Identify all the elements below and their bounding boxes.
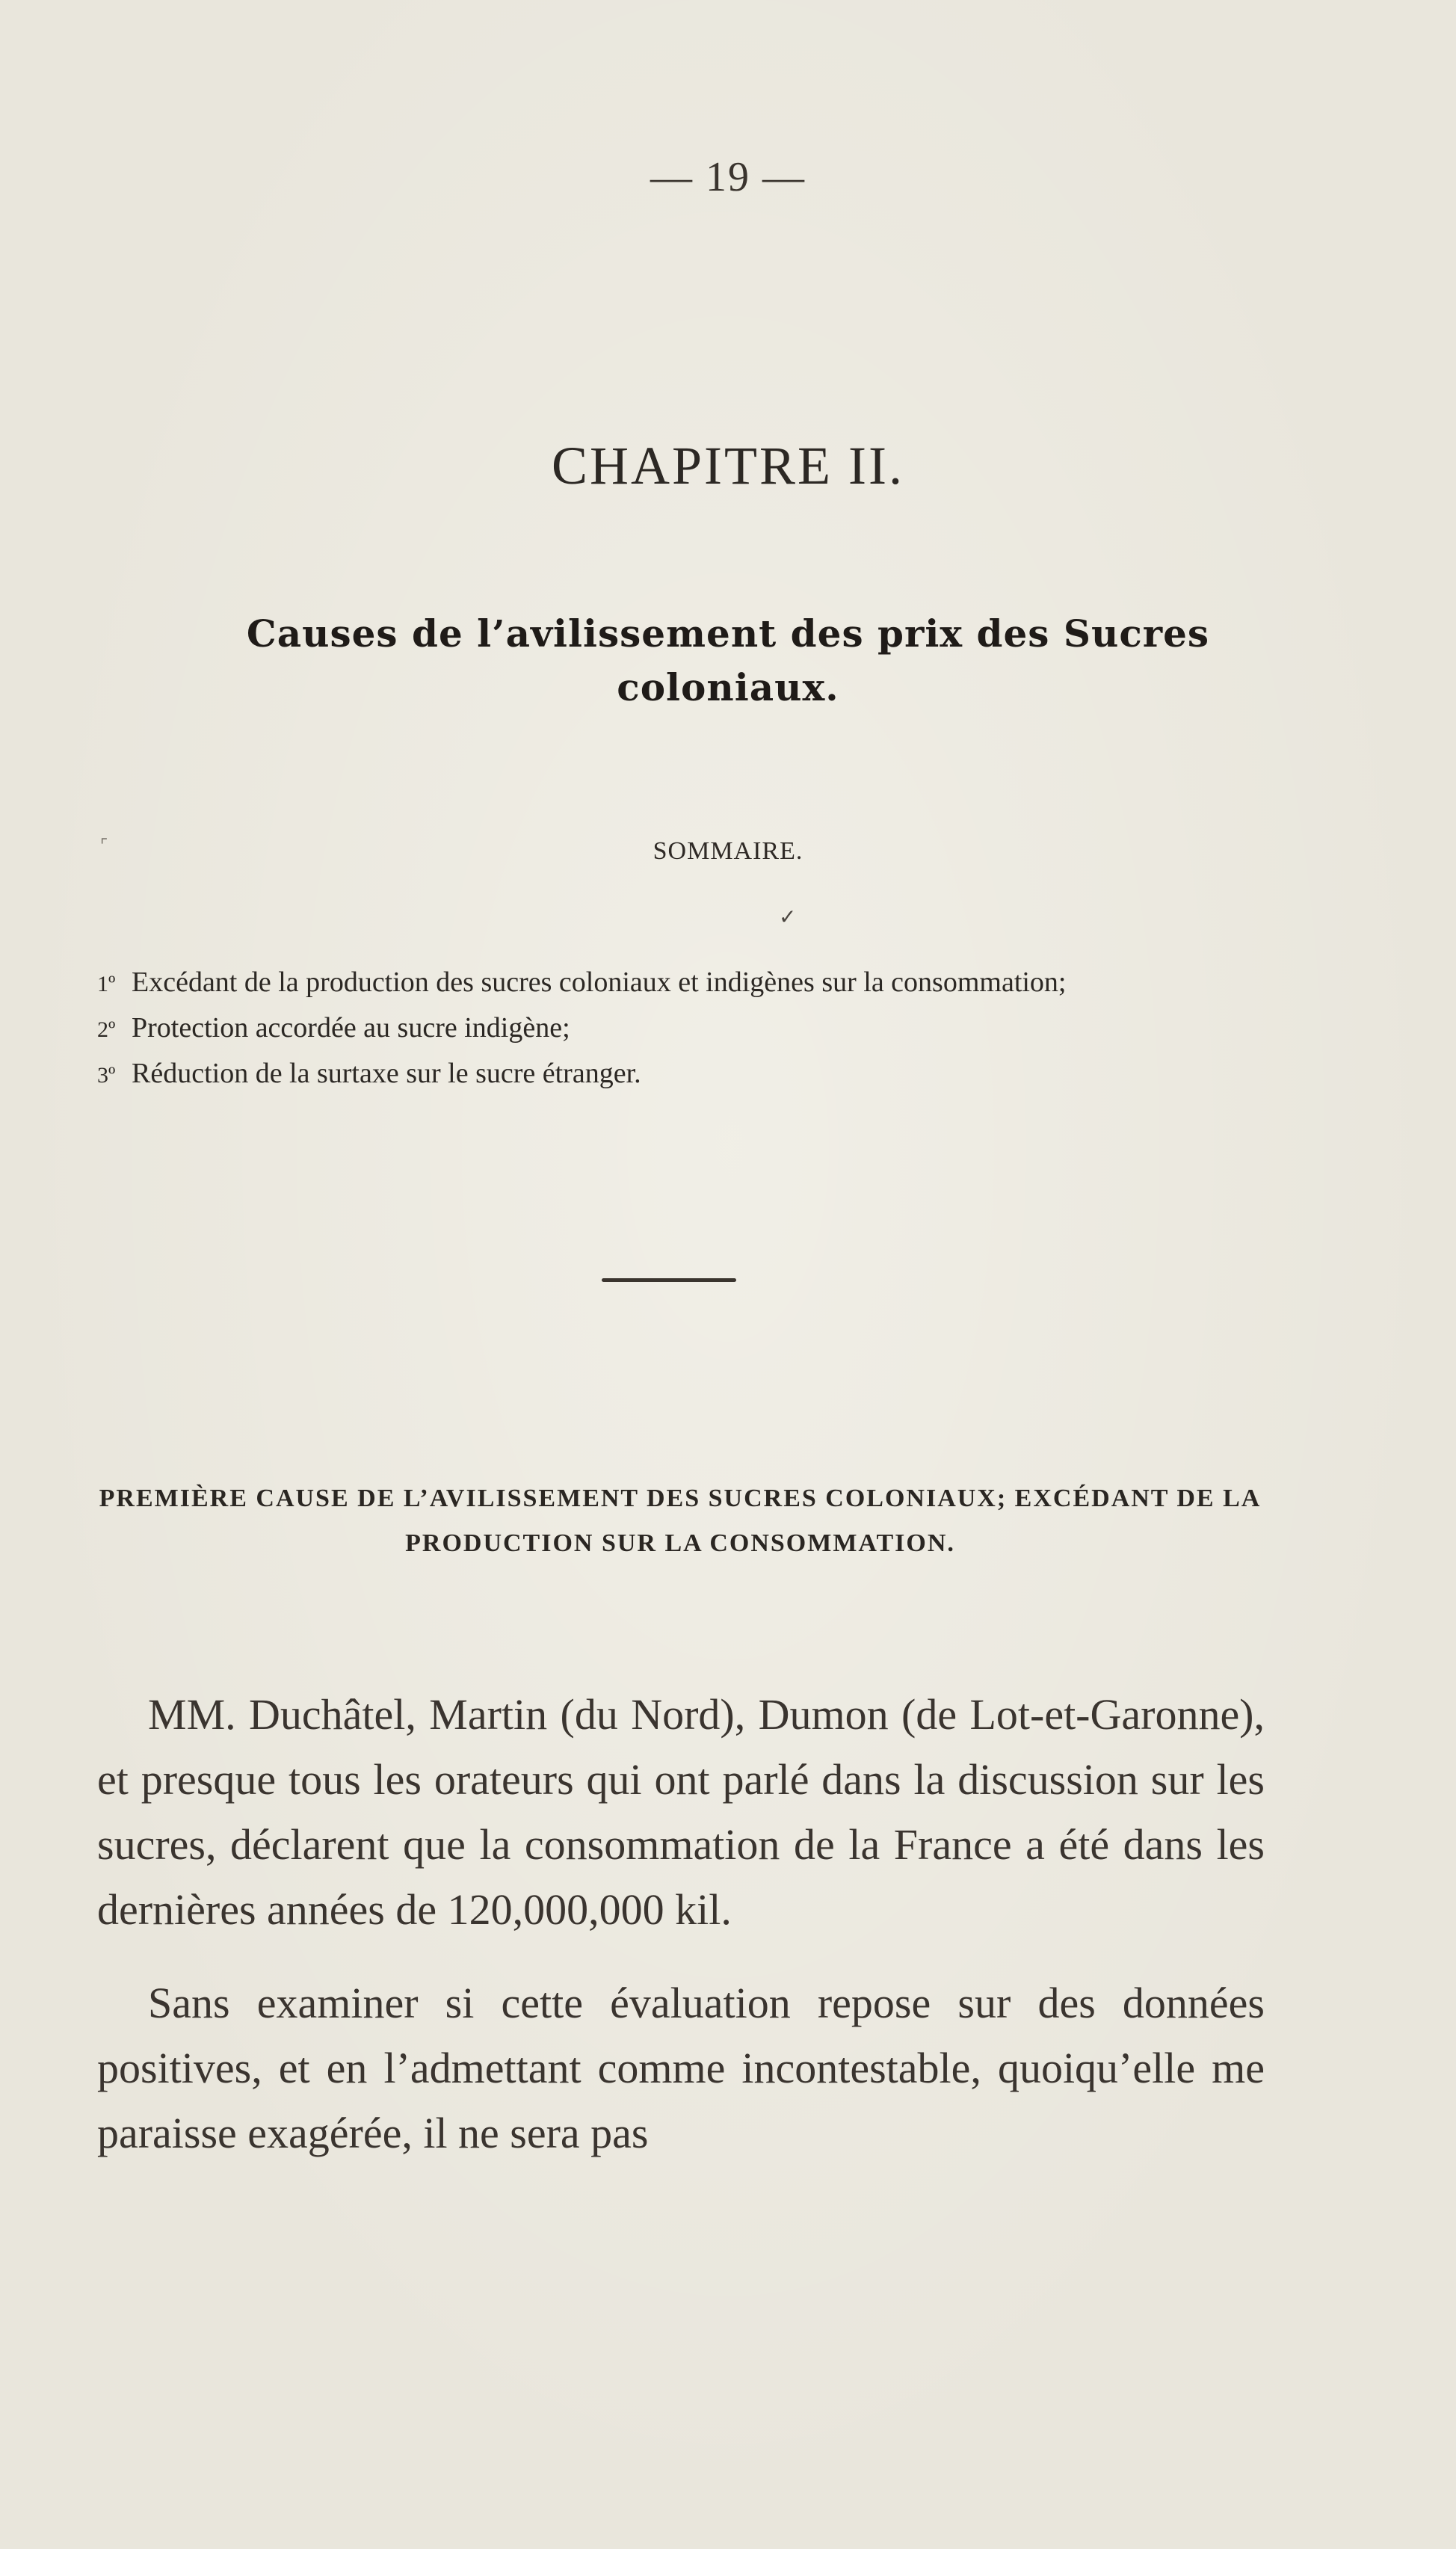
tick-mark: ✓ <box>779 906 797 929</box>
page-number: — 19 — <box>650 154 806 200</box>
summary-text: Excédant de la production des sucres coloniaux et indigènes sur la consommation; <box>132 967 1067 998</box>
paragraph: MM. Duchâtel, Martin (du Nord), Dumon (de Lot-et-Garonne), et presque tous les orateurs qui ont parlé dans la discussion sur les sucres, déclarent que la consommation de la France a été dans les dernières années de 120,000,000 kil. <box>97 1690 1265 1934</box>
pencil-mark: ⌜ <box>100 836 108 854</box>
summary-list <box>97 961 1263 1097</box>
paragraph: Sans examiner si cette évaluation repose sur des données positives, et en l’admettant comme incontestable, quoiqu’elle me paraisse exagérée, il ne sera pas <box>97 1979 1265 2157</box>
section-heading: PREMIÈRE CAUSE DE L’AVILISSEMENT DES SUCRES COLONIAUX; EXCÉDANT DE LA PRODUCTION SUR LA CONSOMMATION. <box>99 1485 1262 1557</box>
summary-number: 2º <box>97 1017 116 1042</box>
chapter-heading: Causes de l’avilissement des prix des Sucres coloniaux. <box>246 611 1210 709</box>
summary-text: Réduction de la surtaxe sur le sucre étranger. <box>132 1058 641 1089</box>
summary-number: 3º <box>97 1063 116 1088</box>
section-divider <box>602 1278 736 1282</box>
summary-item <box>97 1052 1263 1097</box>
show-through-text <box>82 239 1248 311</box>
summary-label: SOMMAIRE. <box>653 837 803 865</box>
body-text <box>97 1682 1265 2194</box>
summary-item <box>97 1006 1263 1052</box>
summary-item <box>97 961 1263 1006</box>
chapter-title: CHAPITRE II. <box>552 436 904 496</box>
summary-number: 1º <box>97 972 116 996</box>
summary-text: Protection accordée au sucre indigène; <box>132 1012 570 1044</box>
